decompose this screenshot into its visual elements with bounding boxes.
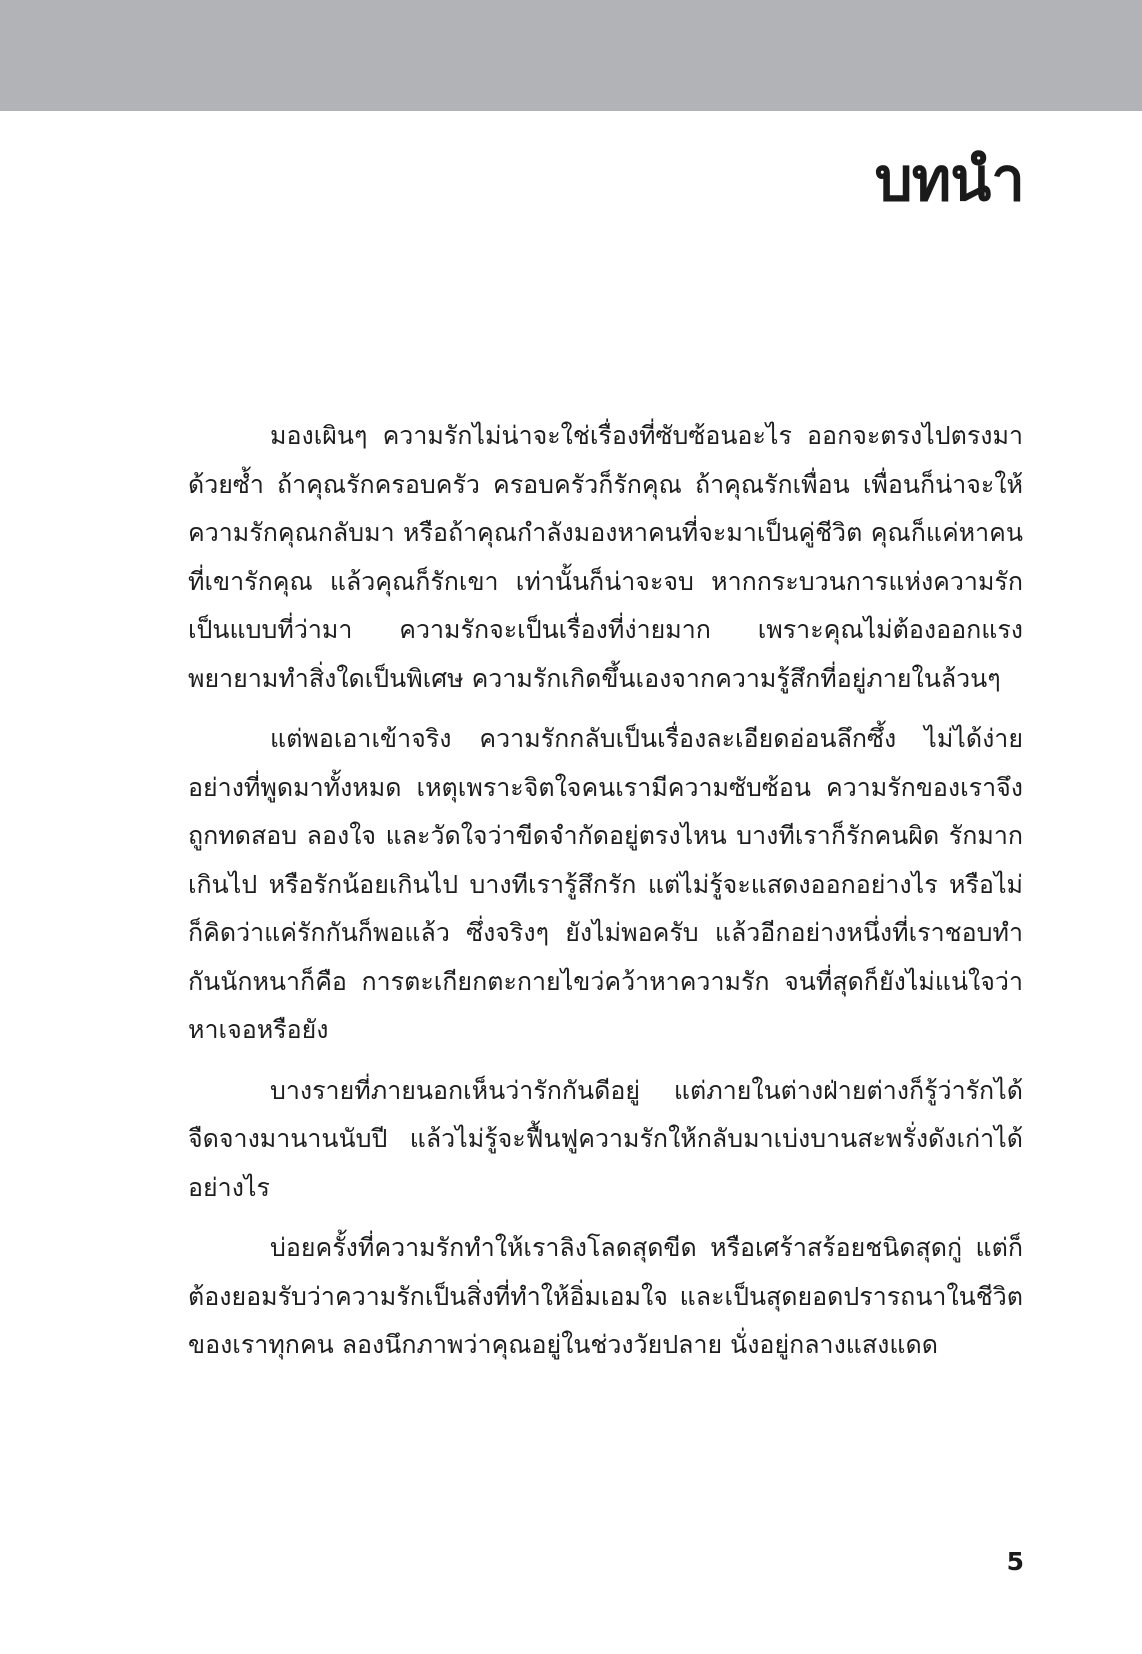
header-band (0, 0, 1142, 111)
body-text (188, 412, 1023, 1382)
paragraph-4: บ่อยครั้งที่ความรักทำให้เราลิงโลดสุดขีด หรือเศร้าสร้อยชนิดสุดกู่ แต่ก็ต้องยอมรับว่าความรักเป็นสิ่งที่ทำให้อิ่มเอมใจ และเป็นสุดยอดปรารถนาในชีวิตของเราทุกคน ลองนึกภาพว่าคุณอยู่ในช่วงวัยปลาย นั่งอยู่กลางแสงแดด (188, 1233, 1023, 1359)
chapter-title: บทนำ (874, 145, 1024, 215)
paragraph-3: บางรายที่ภายนอกเห็นว่ารักกันดีอยู่ แต่ภายในต่างฝ่ายต่างก็รู้ว่ารักได้จืดจางมานานนับปี แล้วไม่รู้จะฟื้นฟูความรักให้กลับมาเบ่งบานสะพรั่งดังเก่าได้อย่างไร (188, 1075, 1023, 1202)
paragraph-1: มองเผินๆ ความรักไม่น่าจะใช่เรื่องที่ซับซ้อนอะไร ออกจะตรงไปตรงมาด้วยซ้ำ ถ้าคุณรักครอบครัว ครอบครัวก็รักคุณ ถ้าคุณรักเพื่อน เพื่อนก็น่าจะให้ความรักคุณกลับมา หรือถ้าคุณกำลังมองหาคนที่จะมาเป็นคู่ชีวิต คุณก็แค่หาคนที่เขารักคุณ แล้วคุณก็รักเขา เท่านั้นก็น่าจะจบ หากกระบวนการแห่งความรักเป็นแบบที่ว่ามา ความรักจะเป็นเรื่องที่ง่ายมาก เพราะคุณไม่ต้องออกแรงพยายามทำสิ่งใดเป็นพิเศษ ความรักเกิดขึ้นเองจากความรู้สึกที่อยู่ภายในล้วนๆ (188, 421, 1023, 693)
page-number: 5 (1006, 1547, 1024, 1576)
paragraph-2: แต่พอเอาเข้าจริง ความรักกลับเป็นเรื่องละเอียดอ่อนลึกซึ้ง ไม่ได้ง่ายอย่างที่พูดมาทั้งหมด เหตุเพราะจิตใจคนเรามีความซับซ้อน ความรักของเราจึงถูกทดสอบ ลองใจ และวัดใจว่าขีดจำกัดอยู่ตรงไหน บางทีเราก็รักคนผิด รักมากเกินไป หรือรักน้อยเกินไป บางทีเรารู้สึกรัก แต่ไม่รู้จะแสดงออกอย่างไร หรือไม่ก็คิดว่าแค่รักกันก็พอแล้ว ซึ่งจริงๆ ยังไม่พอครับ แล้วอีกอย่างหนึ่งที่เราชอบทำกันนักหนาก็คือ การตะเกียกตะกายไขว่คว้าหาความรัก จนที่สุดก็ยังไม่แน่ใจว่าหาเจอหรือยัง (188, 724, 1023, 1044)
